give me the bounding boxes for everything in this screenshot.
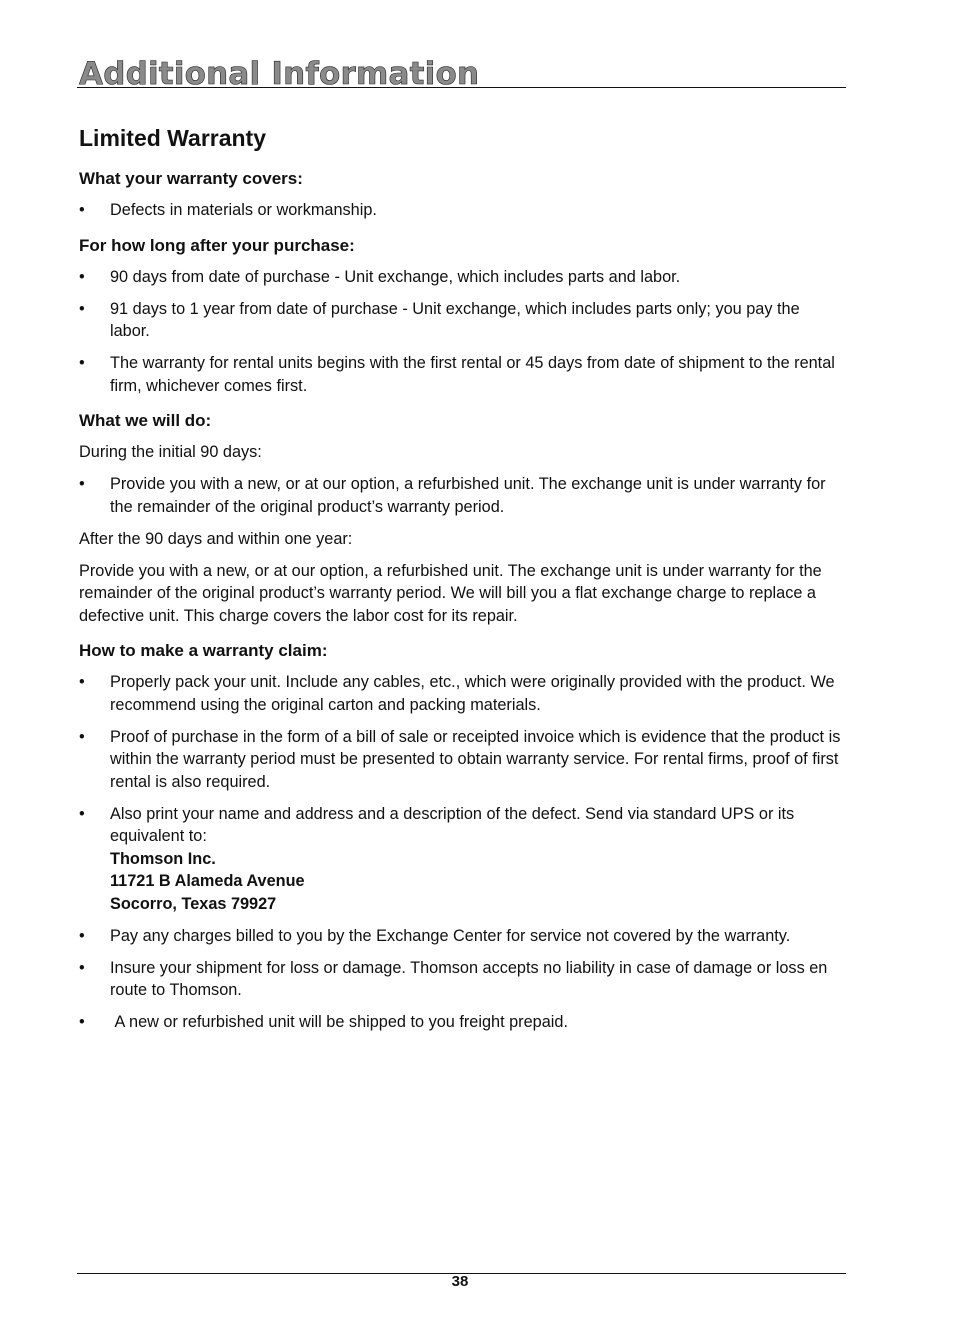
list-item bbox=[79, 925, 843, 948]
list-item-text: Also print your name and address and a description of the defect. Send via standard UPS or its equivalent to: bbox=[110, 804, 795, 845]
title-divider bbox=[77, 87, 846, 88]
list-item-text: Insure your shipment for loss or damage. Thomson accepts no liability in case of damage or loss en route to Thomson. bbox=[110, 958, 828, 999]
list-item-text: 91 days to 1 year from date of purchase - Unit exchange, which includes parts only; you pay the labor. bbox=[110, 299, 800, 340]
list-item bbox=[79, 199, 843, 222]
list-item bbox=[79, 352, 843, 397]
page-title: Additional Information bbox=[79, 56, 480, 92]
will-do-list bbox=[79, 473, 843, 518]
bullet-icon: • bbox=[79, 201, 85, 219]
bullet-icon: • bbox=[79, 958, 85, 977]
list-item bbox=[79, 298, 843, 343]
duration-list bbox=[79, 266, 843, 398]
list-item bbox=[79, 473, 843, 518]
bullet-icon: • bbox=[79, 673, 85, 691]
list-item bbox=[79, 1011, 843, 1034]
list-item-text: Properly pack your unit. Include any cables, etc., which were originally provided with the product. We recommend using the original carton and packing materials. bbox=[110, 673, 835, 714]
covers-heading: What your warranty covers: bbox=[79, 169, 303, 188]
list-item bbox=[79, 671, 843, 716]
address-street: 11721 B Alameda Avenue bbox=[110, 872, 305, 890]
claim-list bbox=[79, 671, 843, 1034]
after-text: Provide you with a new, or at our option, a refurbished unit. The exchange unit is under warranty for the remainder of the original product’s warranty period. We will bill you a flat exchange charge to replace a defective unit. This charge covers the labor cost for its repair. bbox=[79, 561, 822, 625]
list-item-text: A new or refurbished unit will be shipped to you freight prepaid. bbox=[110, 1013, 568, 1031]
after-label: After the 90 days and within one year: bbox=[79, 529, 353, 548]
covers-list bbox=[79, 199, 843, 222]
page-number: 38 bbox=[451, 1273, 469, 1290]
list-item-text: Proof of purchase in the form of a bill of sale or receipted invoice which is evidence that the product is within the warranty period must be presented to obtain warranty service. For rental firms, proof of first rental is also required. bbox=[110, 727, 841, 791]
list-item-text: Pay any charges billed to you by the Exchange Center for service not covered by the warranty. bbox=[110, 926, 791, 945]
claim-heading: How to make a warranty claim: bbox=[79, 641, 328, 660]
bullet-icon: • bbox=[79, 926, 85, 945]
section-title: Limited Warranty bbox=[79, 125, 267, 151]
bullet-icon: • bbox=[79, 727, 85, 746]
bullet-icon: • bbox=[79, 299, 85, 318]
bullet-icon: • bbox=[79, 354, 85, 372]
address-city: Socorro, Texas 79927 bbox=[110, 894, 277, 913]
list-item-text: The warranty for rental units begins with the first rental or 45 days from date of shipment to the rental firm, whichever comes first. bbox=[110, 354, 835, 395]
will-do-intro: During the initial 90 days: bbox=[79, 443, 262, 461]
list-item bbox=[79, 803, 843, 916]
bullet-icon: • bbox=[79, 475, 85, 493]
duration-heading: For how long after your purchase: bbox=[79, 235, 355, 255]
list-item-text: 90 days from date of purchase - Unit exchange, which includes parts and labor. bbox=[110, 267, 681, 286]
list-item bbox=[79, 957, 843, 1002]
bullet-icon: • bbox=[79, 267, 85, 286]
bullet-icon: • bbox=[79, 1013, 85, 1031]
document-body bbox=[79, 122, 843, 1043]
address-company: Thomson Inc. bbox=[110, 849, 216, 868]
list-item bbox=[79, 726, 843, 794]
will-do-heading: What we will do: bbox=[79, 411, 212, 430]
list-item-text: Defects in materials or workmanship. bbox=[110, 201, 377, 219]
list-item-text: Provide you with a new, or at our option, a refurbished unit. The exchange unit is under warranty for the remainder of the original product’s warranty period. bbox=[110, 475, 826, 516]
bullet-icon: • bbox=[79, 804, 85, 823]
list-item bbox=[79, 266, 843, 289]
